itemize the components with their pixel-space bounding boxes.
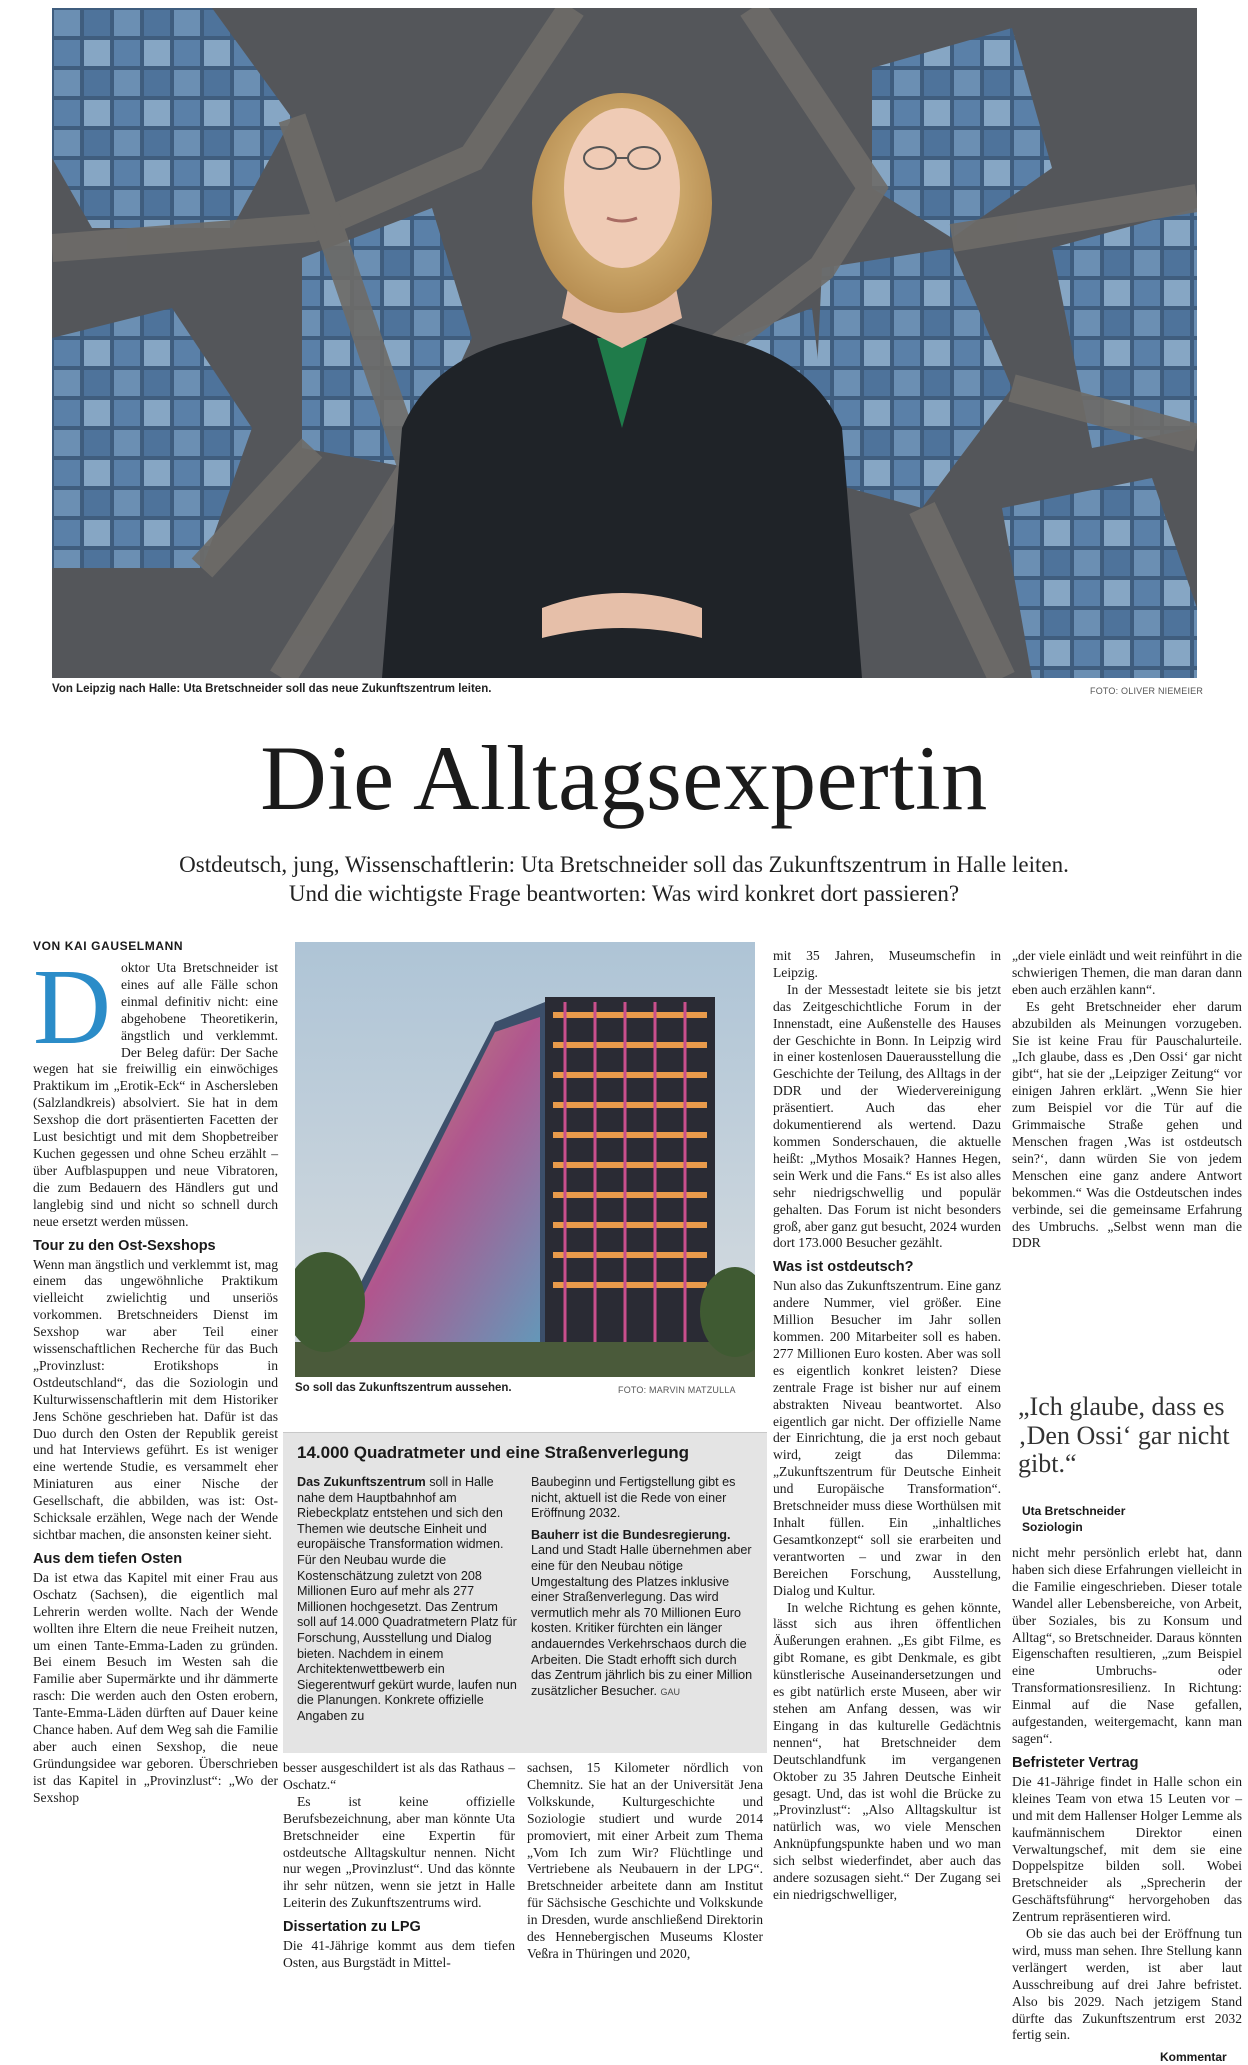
paragraph: In welche Richtung es gehen könnte, lässt sich aus ihren öffentlichen Äußerungen erahnen. „Es gibt Filme, es gibt Romane, es gibt Denkmale, es gibt künstlerische Auseinandersetzungen und es gibt natürlich erste Museen, aber wir stehen am Anfang dessen, was wir Eingang in das kulturelle Gedächtnis nennen“, hat Bretschneider dem Deutschlandfunk im vergangenen Oktober zu 35 Jahren Deutsche Einheit gesagt. Und, das ist wohl die Brücke zu „Provinzlust“: „Also Alltagskultur ist natürlich was, wo viele Menschen Anknüpfungspunkte haben und wo man sich selbst wiederfindet, aber auch das andere sozusagen sieht.“ Der Zugang sei ein niedrigschwelliger, <box>773 1599 1001 1902</box>
info-text: Baubeginn und Fertigstellung gibt es nicht, aktuell ist die Rede von einer Eröffnung 2032. <box>531 1475 736 1521</box>
headline: Die Alltagsexpertin <box>260 727 988 829</box>
paragraph: Wenn man ängstlich und verklemmt ist, mag einem das ungewöhnliche Praktikum vielleicht zwielichtig und unseriös vorkommen. Bretschneiders Dienst im Sexshop war aber Teil einer wissenschaftlichen Recherche für das Buch „Provinzlust: Erotikshops in Ostdeutschland“, das die Soziologin und Kulturwissenschaftlerin mit dem Historiker Jens Schöne geschrieben hat. Dafür ist das Duo durch den Osten der Republik gereist und hat Interviews geführt. Es ist weniger eine wertende Studie, es versammelt eher Miniaturen aus einer Nische der Gesellschaft, die abbilden, was ist: Ost-Schicksale erzählen, Wege nach der Wende sichtbar machen, die ansonsten keiner sieht. <box>33 1256 278 1542</box>
paragraph: nicht mehr persönlich erlebt hat, dann haben sich diese Erfahrungen vielleicht in die Familie eingeschrieben. Dieser totale Wandel aller Lebensbereiche, von Arbeit, über Soziales, bis zu Konsum und Alltag“, so Bretschneider. Daraus könnten Eigenschaften resultieren, „zum Beispiel eine Umbruchs- oder Transformationsresilienz. In Richtung: Einmal auf die Nase gefallen, aufgestanden, weitergemacht, kann man sagen“. <box>1012 1545 1242 1746</box>
kommentar-link[interactable]: Kommentar <box>1160 2050 1227 2064</box>
subline <box>0 850 1248 908</box>
info-text: soll in Halle nahe dem Hauptbahnhof am Riebeckplatz entstehen und sich den Themen wie deutsche Einheit und europäische Transformation widmen. Für den Neubau wurde die Kostenschätzung zuletzt von 208 Millionen Euro auf mehr als 277 Millionen hochgesetzt. Das Zentrum soll auf 14.000 Quadratmetern Platz für Forschung, Ausstellung und Dialog bieten. Nachdem in einem Architektenwettbewerb ein Siegerentwurf gekürt wurde, laufen nun die Planungen. Konkrete offizielle Angaben zu <box>297 1475 517 1723</box>
paragraph: Die 41-Jährige findet in Halle schon ein kleines Team von etwa 15 Leuten vor – und mit dem Hallenser Holger Lemme als kaufmännischem Direktor einen Verwaltungschef, mit dem sie eine Doppelspitze bilden soll. Wobei Bretschneider als „Sprecherin der Geschäftsführung“ hervorgehoben das Zentrum repräsentieren wird. <box>1012 1773 1242 1925</box>
paragraph: Nun also das Zukunftszentrum. Eine ganz andere Nummer, viel größer. Eine Million Besucher im Jahr sollen kommen. 200 Mitarbeiter soll es haben. 277 Millionen Euro kosten. Aber was soll es eigentlich konkret leisten? Diese zentrale Frage ist bisher nur auf einem abstrakten Niveau beantwortet. Also eigentlich gar nicht. Der offizielle Name der Einrichtung, die ja erst noch gebaut wird, zeigt das Dilemma: „Zukunftszentrum für Deutsche Einheit und Europäische Transformation“. Bretschneider muss diese Worthülsen mit Inhalt füllen. Ein „inhaltliches Gesamtkonzept“ soll sie erarbeiten und verantworten – und zwar in den Bereichen Forschung, Ausstellung, Dialog und Kultur. <box>773 1278 1002 1598</box>
paragraph: Es ist keine offizielle Berufsbezeichnung, aber man könnte Uta Bretschneider eine Expertin für ostdeutsche Alltagskultur nennen. Nicht nur wegen „Provinzlust“. Und das könnte ihr sehr nützen, wenn sie jetzt in Halle Leiterin des Zukunftszentrums wird. <box>283 1793 515 1911</box>
paragraph: mit 35 Jahren, Museumschefin in Leipzig. <box>773 948 1001 980</box>
paragraph: Die 41-Jährige kommt aus dem tiefen Osten, aus Burgstädt in Mittel- <box>283 1938 515 1971</box>
paragraph: besser ausgeschildert ist als das Rathaus – Oschatz.“ <box>283 1760 515 1792</box>
subhead-dissertation: Dissertation zu LPG <box>283 1919 421 1936</box>
building-credit: FOTO: MARVIN MATZULLA <box>618 1385 736 1395</box>
subhead-sexshops: Tour zu den Ost-Sexshops <box>33 1237 216 1254</box>
column-2a <box>283 1760 515 1972</box>
building-image <box>295 942 755 1377</box>
info-box-title: 14.000 Quadratmeter und eine Straßenverlegung <box>297 1443 690 1462</box>
photo-caption: Von Leipzig nach Halle: Uta Bretschneider soll das neue Zukunftszentrum leiten. <box>52 683 492 695</box>
paragraph: Da ist etwa das Kapitel mit einer Frau aus Oschatz (Sachsen), die eigentlich mal Lehrerin werden wollte. Nach der Wende wollten ihre Eltern die neue Freiheit nutzen, um einen Tante-Emma-Laden zu gründen. Bei einem Besuch im Westen sah die Familie aber Supermärkte und ihr dämmerte rasch: Die werden auch den Osten erobern, Tante-Emma-Läden dürften auf Dauer keine Chance haben. Auf dem Weg sah die Familie aber auch einen Sexshop, die neue Gründungsidee war geboren. Überschrieben ist das Kapitel in „Provinzlust“: „Wo der Sexshop <box>33 1569 278 1805</box>
column-4-bottom <box>1012 1545 1242 2044</box>
author-initials: GAU <box>660 1686 681 1697</box>
subhead-osten: Aus dem tiefen Osten <box>33 1550 183 1567</box>
quote-attribution <box>1022 1503 1125 1535</box>
info-lead: Bauherr ist die Bundesregierung. <box>531 1527 731 1542</box>
column-4-top <box>1012 948 1242 1252</box>
paragraph: Ob sie das auch bei der Eröffnung tun wird, muss man sehen. Ihre Stellung kann verlängert werden, ist aber laut Ausschreibung auf drei Jahre befristet. Also bis 2029. Nach jetzigem Stand dürfte das Zukunftszentrum erst 2032 fertig sein. <box>1012 1926 1242 2043</box>
column-2b <box>527 1760 763 1963</box>
info-text: Land und Stadt Halle übernehmen aber eine für den Neubau nötige Umgestaltung des Platzes inklusive einer Straßenverlegung. Das wird vermutlich mehr als 70 Millionen Euro kosten. Kritiker fürchten ein länger andauerndes Verkehrschaos durch die Arbeiten. Die Stadt erhofft sich durch das Zentrum jährlich bis zu einer Million zusätzlicher Besucher. <box>531 1543 753 1698</box>
dropcap: D <box>33 948 111 1067</box>
column-3 <box>773 948 1001 1904</box>
pull-quote: „Ich glaube, dass es ‚Den Ossi‘ gar nicht gibt.“ <box>1018 1392 1230 1478</box>
paragraph: „der viele einlädt und weit reinführt in die schwierigen Themen, die man daran dann eben auch erzählen kann“. <box>1012 948 1242 997</box>
subline-line-1: Ostdeutsch, jung, Wissenschaftlerin: Uta Bretschneider soll das Zukunftszentrum in Halle leiten. <box>179 852 1069 877</box>
column-1 <box>33 948 278 1807</box>
photo-credit: FOTO: OLIVER NIEMEIER <box>1090 686 1204 696</box>
paragraph: Es geht Bretschneider eher darum abzubilden als Meinungen vorzugeben. Sie ist keine Frau für Pauschalurteile. „Ich glaube, dass es ‚Den Ossi‘ gar nicht gibt“, hat sie der „Leipziger Zeitung“ vor einigen Jahren erklärt. „Wenn Sie hier zum Beispiel vor die Tür auf die Grimmaische Straße gehen und Menschen fragen ‚Was ist ostdeutsch sein?‘, dann würden Sie von jedem Menschen eine ganz andere Antwort bekommen.“ Was die Ostdeutschen indes verbinde, sei die gemeinsame Erfahrung des Umbruchs. „Selbst wenn man die DDR <box>1012 998 1242 1251</box>
quote-role: Soziologin <box>1022 1520 1083 1534</box>
subhead-vertrag: Befristeter Vertrag <box>1012 1754 1139 1771</box>
info-box-left <box>297 1475 519 1725</box>
info-box <box>283 1432 767 1753</box>
subhead-ostdeutsch: Was ist ostdeutsch? <box>773 1259 914 1276</box>
quote-name: Uta Bretschneider <box>1022 1504 1126 1518</box>
info-box-right <box>531 1475 755 1700</box>
building-caption: So soll das Zukunftszentrum aussehen. <box>295 1382 512 1394</box>
byline: VON KAI GAUSELMANN <box>33 939 184 953</box>
paragraph: In der Messestadt leitete sie bis jetzt das Zeitgeschichtliche Forum in der Innenstadt, eine Außenstelle des Hauses der Geschichte in Bonn. In Leipzig wird in einer kostenlosen Dauerausstellung die Geschichte der Teilung, des Alltags in der DDR und der Wiedervereinigung präsentiert. Auch das eher dokumentierend als wertend. Dazu kommen Sonderschauen, die aktuelle heißt: „Mythos Mosaik? Hannes Hegen, sein Werk und die Fans.“ Es ist also alles sehr niedrigschwellig und populär gehalten. Das Forum ist nicht besonders groß, aber ganz gut besucht, 2024 wurden dort 173.000 Besucher gezählt. <box>773 981 1002 1251</box>
info-lead: Das Zukunftszentrum <box>297 1475 426 1489</box>
paragraph: sachsen, 15 Kilometer nördlich von Chemnitz. Sie hat an der Universität Jena Volkskunde, Kulturgeschichte und Soziologie studiert und wurde 2014 promoviert, mit einer Arbeit zum Thema „Vom Ich zum Wir? Flüchtlinge und Vertriebene als Neubauern in der LPG“. Bretschneider arbeitete dann am Institut für Sächsische Geschichte und Volkskunde in Dresden, wurde anschließend Direktorin des Hennebergischen Museums Kloster Veßra in Thüringen und 2020, <box>527 1760 763 1961</box>
intro-paragraph: oktor Uta Bretschneider ist eines auf alle Fälle schon einmal definitiv nicht: eine abgehobene Theoretikerin, ängstlich und verklemmt. Der Beleg dafür: Der Sache wegen hat sie freiwillig ein einwöchiges Praktikum im „Erotik-Eck“ in Aschersleben (Salzlandkreis) absolviert. Sie hat in dem Sexshop die dort präsentierten Facetten der Lust besichtigt und mit dem Shopbetreiber Kuchen gegessen und ohne Scheu erzählt – über Aufblaspuppen und neue Vibratoren, die zum Bedauern des Händlers gut und langlebig sind und nicht so schnell durch neue ersetzt werden müssen. <box>33 960 278 1229</box>
portrait-photo <box>52 8 1197 678</box>
subline-line-2: Und die wichtigste Frage beantworten: Was wird konkret dort passieren? <box>288 881 960 906</box>
